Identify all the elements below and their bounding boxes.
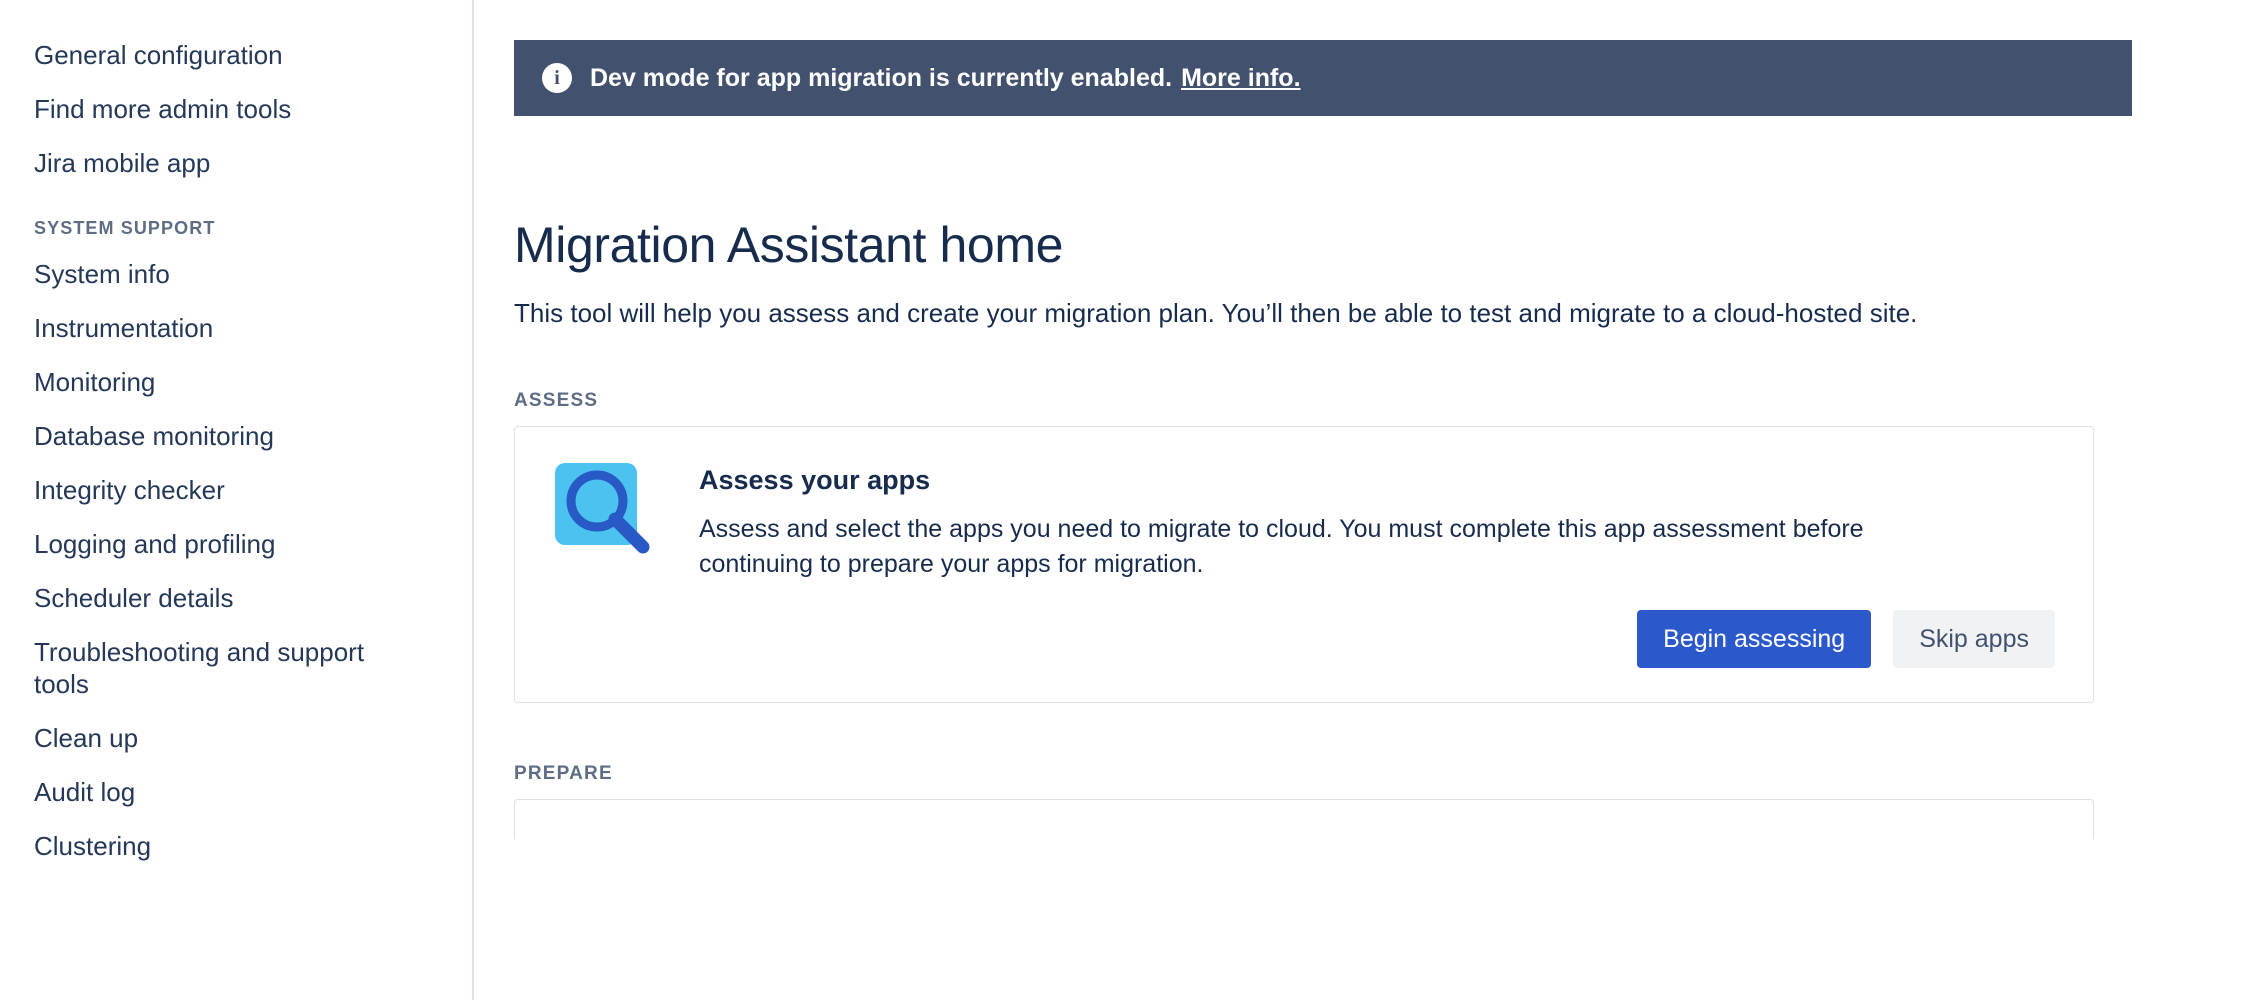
assess-apps-card-description: Assess and select the apps you need to migrate to cloud. You must complete this app assessment before continuing to prepare your apps for migration. xyxy=(699,515,1864,578)
dev-mode-banner xyxy=(514,40,2132,116)
sidebar-item-audit-log[interactable]: Audit log xyxy=(34,777,136,807)
sidebar-item-monitoring[interactable]: Monitoring xyxy=(34,367,156,397)
assess-apps-card-actions xyxy=(699,610,2055,668)
sidebar-item-instrumentation[interactable]: Instrumentation xyxy=(34,313,214,343)
magnifying-glass-icon xyxy=(553,461,661,561)
sidebar-item-system-info[interactable]: System info xyxy=(34,259,170,289)
more-info-link[interactable]: More info. xyxy=(1181,63,1301,92)
sidebar-item-clustering[interactable]: Clustering xyxy=(34,831,152,861)
begin-assessing-button[interactable]: Begin assessing xyxy=(1637,610,1871,668)
assess-apps-card-body xyxy=(699,461,2055,668)
sidebar-item-troubleshooting-and-support-tools[interactable]: Troubleshooting and support tools xyxy=(34,637,365,699)
assess-section-label: ASSESS xyxy=(514,390,599,411)
info-icon: i xyxy=(542,63,572,93)
prepare-card-partial xyxy=(514,799,2094,839)
main-content xyxy=(474,0,2242,1000)
prepare-section-label: PREPARE xyxy=(514,763,613,784)
sidebar-item-database-monitoring[interactable]: Database monitoring xyxy=(34,421,274,451)
sidebar-section-system-support: SYSTEM SUPPORT xyxy=(34,218,216,238)
sidebar-item-jira-mobile-app[interactable]: Jira mobile app xyxy=(34,148,211,178)
sidebar xyxy=(0,0,474,1000)
sidebar-item-general-configuration[interactable]: General configuration xyxy=(34,40,283,70)
assess-apps-card-title: Assess your apps xyxy=(699,465,931,495)
page-subtitle: This tool will help you assess and create your migration plan. You’ll then be able to test and migrate to a cloud-hosted site. xyxy=(514,298,1918,328)
sidebar-item-scheduler-details[interactable]: Scheduler details xyxy=(34,583,234,613)
skip-apps-button[interactable]: Skip apps xyxy=(1893,610,2055,668)
dev-mode-banner-text: Dev mode for app migration is currently enabled. xyxy=(590,63,1173,92)
sidebar-item-find-more-admin-tools[interactable]: Find more admin tools xyxy=(34,94,292,124)
sidebar-item-clean-up[interactable]: Clean up xyxy=(34,723,139,753)
sidebar-item-logging-and-profiling[interactable]: Logging and profiling xyxy=(34,529,276,559)
page-title: Migration Assistant home xyxy=(514,217,1063,273)
page-content xyxy=(474,216,2242,839)
sidebar-item-integrity-checker[interactable]: Integrity checker xyxy=(34,475,225,505)
assess-apps-card xyxy=(514,426,2094,703)
